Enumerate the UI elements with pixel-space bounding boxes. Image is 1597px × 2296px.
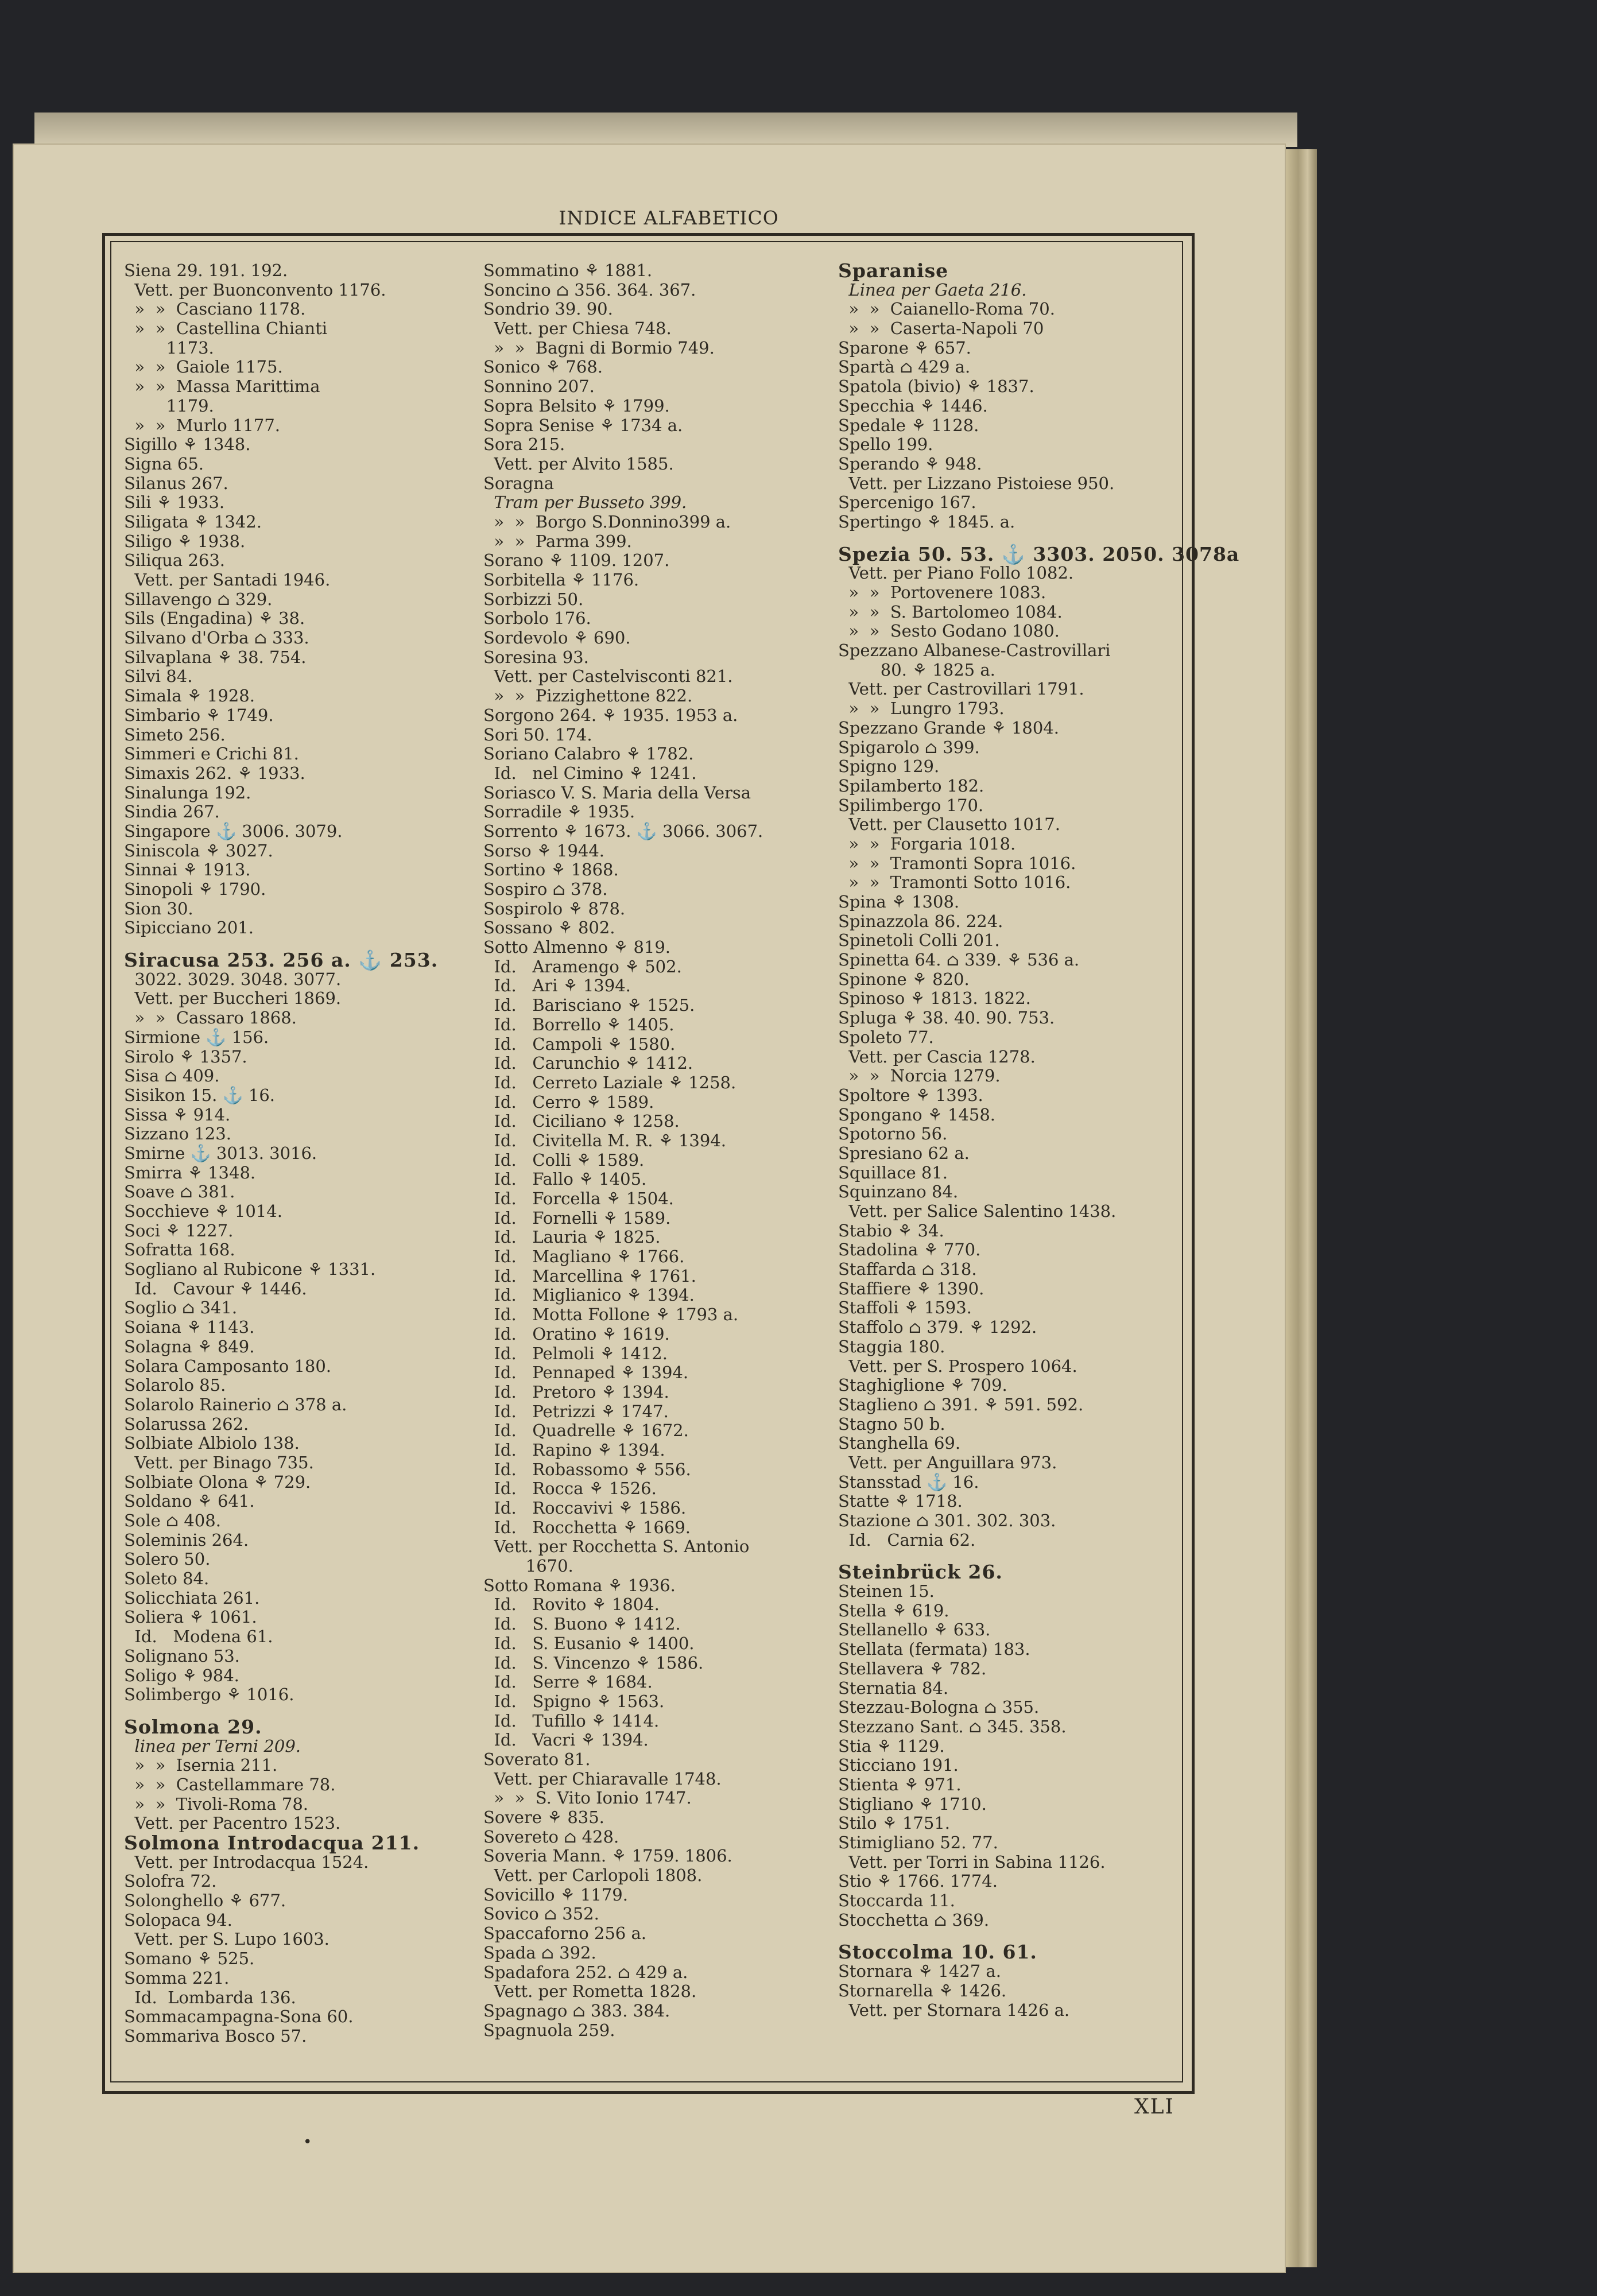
index-entry: » » Gaiole 1175. xyxy=(124,357,283,377)
index-entry: Vett. per Castelvisconti 821. xyxy=(483,666,733,687)
index-entry: Somma 221. xyxy=(124,1968,230,1988)
index-entry: » » Isernia 211. xyxy=(124,1755,278,1775)
index-entry: Sori 50. 174. xyxy=(483,724,592,744)
index-entry: Sindia 267. xyxy=(124,802,220,822)
index-entry: Tram per Busseto 399. xyxy=(483,492,687,513)
index-entry: Soleto 84. xyxy=(124,1569,210,1589)
index-entry: Vett. per Buonconvento 1176. xyxy=(124,280,386,300)
index-entry: Sonnino 207. xyxy=(483,377,595,397)
index-entry: Vett. per Cascia 1278. xyxy=(838,1046,1036,1066)
index-entry: Spinone ⚘ 820. xyxy=(838,969,970,989)
index-entry: Spongano ⚘ 1458. xyxy=(838,1104,996,1124)
index-entry: Sorbolo 176. xyxy=(483,608,591,629)
index-entry: Spluga ⚘ 38. 40. 90. 753. xyxy=(838,1008,1055,1028)
index-entry: Vett. per Anguillara 973. xyxy=(838,1452,1057,1472)
index-entry: 3022. 3029. 3048. 3077. xyxy=(124,969,342,989)
index-entry: Solmona Introdacqua 211. xyxy=(124,1832,420,1854)
index-entry: » » Tramonti Sotto 1016. xyxy=(838,872,1071,893)
index-entry: Sisa ⌂ 409. xyxy=(124,1066,220,1086)
index-entry: Soragna xyxy=(483,473,555,493)
index-entry: Sorbitella ⚘ 1176. xyxy=(483,570,639,589)
index-entry: Id. Forcella ⚘ 1504. xyxy=(483,1189,674,1208)
index-entry: Id. Vacri ⚘ 1394. xyxy=(483,1730,649,1750)
page-stack-edge xyxy=(1286,149,1317,2267)
index-entry: Id. S. Buono ⚘ 1412. xyxy=(483,1614,681,1634)
index-entry: Id. Tufillo ⚘ 1414. xyxy=(483,1711,660,1731)
page-top-edge xyxy=(34,113,1297,147)
index-entry: Specchia ⚘ 1446. xyxy=(838,395,988,416)
index-entry: Sopra Belsito ⚘ 1799. xyxy=(483,395,670,416)
index-entry: Solignano 53. xyxy=(124,1646,240,1666)
index-entry: Sora 215. xyxy=(483,435,565,455)
index-entry: Solero 50. xyxy=(124,1549,211,1569)
index-entry: Spilimbergo 170. xyxy=(838,795,984,815)
index-column-1 xyxy=(124,261,491,2046)
index-entry: Id. Barisciano ⚘ 1525. xyxy=(483,995,695,1015)
index-entry: Id. Aramengo ⚘ 502. xyxy=(483,956,682,976)
index-entry: Stienta ⚘ 971. xyxy=(838,1774,962,1794)
index-entry: Sole ⌂ 408. xyxy=(124,1511,221,1530)
index-entry: Stezzano Sant. ⌂ 345. 358. xyxy=(838,1716,1067,1736)
index-entry: » » Forgaria 1018. xyxy=(838,833,1016,854)
index-entry: Sorso ⚘ 1944. xyxy=(483,840,604,860)
index-entry: Vett. per Rometta 1828. xyxy=(483,1981,697,2002)
index-entry: Socchieve ⚘ 1014. xyxy=(124,1201,282,1221)
index-entry: Id. Miglianico ⚘ 1394. xyxy=(483,1285,695,1305)
index-entry: » » Tramonti Sopra 1016. xyxy=(838,853,1076,873)
index-entry: Id. Robassomo ⚘ 556. xyxy=(483,1459,691,1479)
index-entry: Solmona 29. xyxy=(124,1715,262,1738)
index-entry: Sortino ⚘ 1868. xyxy=(483,860,619,880)
index-entry: Id. Rovito ⚘ 1804. xyxy=(483,1595,660,1615)
index-entry: Vett. per Piano Follo 1082. xyxy=(838,563,1074,583)
index-entry: Staggia 180. xyxy=(838,1336,945,1356)
index-entry: Squillace 81. xyxy=(838,1162,948,1182)
page-number: XLI xyxy=(1134,2095,1175,2119)
index-entry: Id. Rapino ⚘ 1394. xyxy=(483,1440,665,1460)
index-entry: Solarolo 85. xyxy=(124,1375,226,1395)
index-entry: Vett. per Stornara 1426 a. xyxy=(838,2000,1070,2020)
index-entry: Staffolo ⌂ 379. ⚘ 1292. xyxy=(838,1317,1037,1337)
index-entry: Siligata ⚘ 1342. xyxy=(124,511,262,532)
index-entry: Staffoli ⚘ 1593. xyxy=(838,1298,972,1318)
index-entry: Soldano ⚘ 641. xyxy=(124,1491,255,1511)
index-entry: Somano ⚘ 525. xyxy=(124,1949,255,1969)
index-entry: Staghiglione ⚘ 709. xyxy=(838,1375,1007,1395)
index-entry: Spaccaforno 256 a. xyxy=(483,1923,646,1944)
index-entry: Stazione ⌂ 301. 302. 303. xyxy=(838,1511,1056,1530)
index-entry: » » Castellina Chianti xyxy=(124,319,328,339)
index-entry: Silvaplana ⚘ 38. 754. xyxy=(124,647,307,667)
index-entry: Siena 29. 191. 192. xyxy=(124,261,288,280)
index-entry: Id. Roccavivi ⚘ 1586. xyxy=(483,1498,687,1518)
index-entry: Vett. per Binago 735. xyxy=(124,1452,314,1472)
index-entry: Stilo ⚘ 1751. xyxy=(838,1813,950,1833)
index-entry: Stigliano ⚘ 1710. xyxy=(838,1794,987,1814)
index-entry: Stellata (fermata) 183. xyxy=(838,1639,1030,1659)
index-entry: Linea per Gaeta 216. xyxy=(838,280,1027,300)
index-entry: Vett. per Castrovillari 1791. xyxy=(838,679,1084,699)
index-entry: Spedale ⚘ 1128. xyxy=(838,415,979,435)
running-head: INDICE ALFABETICO xyxy=(559,207,779,229)
index-entry: Solofra 72. xyxy=(124,1871,217,1891)
index-entry: Staffarda ⌂ 318. xyxy=(838,1259,977,1279)
index-entry: Soleminis 264. xyxy=(124,1530,249,1550)
index-entry: Solagna ⚘ 849. xyxy=(124,1336,255,1356)
index-entry: Id. Fallo ⚘ 1405. xyxy=(483,1169,647,1189)
index-entry: Soiana ⚘ 1143. xyxy=(124,1317,255,1337)
index-entry: Id. Cerro ⚘ 1589. xyxy=(483,1092,654,1112)
index-entry: » » Massa Marittima xyxy=(124,377,320,397)
index-entry: Sovere ⚘ 835. xyxy=(483,1808,604,1827)
index-entry: Sofratta 168. xyxy=(124,1240,235,1260)
index-entry: Stornarella ⚘ 1426. xyxy=(838,1980,1007,2000)
index-entry: Sils (Engadina) ⚘ 38. xyxy=(124,608,305,629)
index-entry: Stansstad ⚓ 16. xyxy=(838,1472,979,1492)
index-entry: Spatola (bivio) ⚘ 1837. xyxy=(838,377,1034,397)
index-entry: Staffiere ⚘ 1390. xyxy=(838,1278,984,1298)
index-entry: » » Caianello-Roma 70. xyxy=(838,299,1055,319)
index-entry: Sissa ⚘ 914. xyxy=(124,1104,231,1124)
index-entry: Soci ⚘ 1227. xyxy=(124,1220,234,1240)
index-entry: Id. Spigno ⚘ 1563. xyxy=(483,1691,665,1711)
index-entry: Id. Lauria ⚘ 1825. xyxy=(483,1227,661,1247)
index-entry: Sovico ⌂ 352. xyxy=(483,1904,599,1924)
index-entry: Id. Ari ⚘ 1394. xyxy=(483,976,631,996)
index-entry: Solicchiata 261. xyxy=(124,1588,260,1608)
index-entry: Soverato 81. xyxy=(483,1749,591,1769)
index-entry: Vett. per Clausetto 1017. xyxy=(838,815,1060,835)
index-entry: Sperando ⚘ 948. xyxy=(838,453,982,474)
index-entry: Sordevolo ⚘ 690. xyxy=(483,628,631,648)
index-entry: Simeto 256. xyxy=(124,724,226,744)
index-entry: Sotto Almenno ⚘ 819. xyxy=(483,937,671,957)
index-entry: » » Pizzighettone 822. xyxy=(483,686,693,706)
index-entry: » » Cassaro 1868. xyxy=(124,1008,297,1028)
index-entry: » » Casciano 1178. xyxy=(124,299,306,319)
index-entry: Spezzano Grande ⚘ 1804. xyxy=(838,718,1059,738)
index-entry: Id. Serre ⚘ 1684. xyxy=(483,1672,653,1692)
index-entry: Sisikon 15. ⚓ 16. xyxy=(124,1085,276,1105)
index-entry: Stio ⚘ 1766. 1774. xyxy=(838,1871,998,1891)
index-entry: Sigillo ⚘ 1348. xyxy=(124,435,251,455)
index-entry: Spresiano 62 a. xyxy=(838,1143,970,1163)
index-entry: Siligo ⚘ 1938. xyxy=(124,531,246,551)
index-entry: Spina ⚘ 1308. xyxy=(838,892,960,912)
index-entry: Soave ⌂ 381. xyxy=(124,1182,235,1202)
index-entry: Vett. per S. Lupo 1603. xyxy=(124,1929,330,1949)
index-entry: Id. Carunchio ⚘ 1412. xyxy=(483,1053,693,1073)
index-entry: Sommatino ⚘ 1881. xyxy=(483,261,653,280)
index-entry: Sovicillo ⚘ 1179. xyxy=(483,1884,628,1905)
index-entry: Spotorno 56. xyxy=(838,1124,948,1144)
index-entry: Vett. per Chiaravalle 1748. xyxy=(483,1768,722,1789)
index-entry: Stimigliano 52. 77. xyxy=(838,1833,998,1852)
index-entry: Sirolo ⚘ 1357. xyxy=(124,1046,247,1066)
index-entry: Solonghello ⚘ 677. xyxy=(124,1891,286,1911)
index-entry: Id. Pretoro ⚘ 1394. xyxy=(483,1382,669,1402)
index-entry: Id. Cavour ⚘ 1446. xyxy=(124,1278,307,1298)
index-entry: Soncino ⌂ 356. 364. 367. xyxy=(483,280,696,300)
index-entry: Spinoso ⚘ 1813. 1822. xyxy=(838,988,1031,1009)
index-entry: Id. Civitella M. R. ⚘ 1394. xyxy=(483,1130,726,1150)
index-entry: Id. Colli ⚘ 1589. xyxy=(483,1150,645,1170)
index-entry: » » Sesto Godano 1080. xyxy=(838,621,1060,641)
index-entry: Simbario ⚘ 1749. xyxy=(124,705,274,725)
index-entry: Soriano Calabro ⚘ 1782. xyxy=(483,744,694,764)
index-entry: Sili ⚘ 1933. xyxy=(124,492,225,513)
index-entry: Vett. per Buccheri 1869. xyxy=(124,988,342,1009)
index-column-3 xyxy=(838,259,1240,2020)
index-entry: 1173. xyxy=(124,338,214,358)
index-entry: Stabio ⚘ 34. xyxy=(838,1220,944,1240)
index-entry: Id. Pelmoli ⚘ 1412. xyxy=(483,1343,668,1363)
index-entry: Stocchetta ⌂ 369. xyxy=(838,1910,990,1930)
index-entry: Sorradile ⚘ 1935. xyxy=(483,802,635,822)
index-entry: Sipicciano 201. xyxy=(124,918,254,938)
index-entry: » » Bagni di Bormio 749. xyxy=(483,338,715,358)
index-entry: Id. Pennaped ⚘ 1394. xyxy=(483,1363,689,1383)
index-entry: Soligo ⚘ 984. xyxy=(124,1665,239,1685)
index-entry: Sospirolo ⚘ 878. xyxy=(483,898,626,918)
index-entry: Solarolo Rainerio ⌂ 378 a. xyxy=(124,1394,347,1414)
index-entry: Sorano ⚘ 1109. 1207. xyxy=(483,550,670,571)
index-entry: Sorgono 264. ⚘ 1935. 1953 a. xyxy=(483,705,738,725)
index-entry: Sopra Senise ⚘ 1734 a. xyxy=(483,415,683,435)
index-entry: Vett. per Carlopoli 1808. xyxy=(483,1865,703,1886)
index-entry: Sospiro ⌂ 378. xyxy=(483,879,608,899)
index-entry: Sinopoli ⚘ 1790. xyxy=(124,879,266,899)
index-entry: Spadafora 252. ⌂ 429 a. xyxy=(483,1962,688,1982)
index-entry: Vett. per Rocchetta S. Antonio xyxy=(483,1537,750,1557)
index-entry: Stagno 50 b. xyxy=(838,1414,945,1434)
index-entry: Stia ⚘ 1129. xyxy=(838,1736,945,1756)
index-entry: 80. ⚘ 1825 a. xyxy=(838,660,995,680)
index-entry: Vett. per Santadi 1946. xyxy=(124,570,331,589)
index-entry: Id. Fornelli ⚘ 1589. xyxy=(483,1208,671,1228)
index-entry: Sorrento ⚘ 1673. ⚓ 3066. 3067. xyxy=(483,821,763,841)
index-entry: » » Parma 399. xyxy=(483,531,632,551)
index-entry: Sternatia 84. xyxy=(838,1678,949,1698)
index-entry: Sparone ⚘ 657. xyxy=(838,338,971,358)
index-entry: Vett. per S. Prospero 1064. xyxy=(838,1356,1077,1376)
index-entry: Sticciano 191. xyxy=(838,1755,959,1775)
index-entry: Soriasco V. S. Maria della Versa xyxy=(483,782,751,802)
index-entry: Id. Marcellina ⚘ 1761. xyxy=(483,1266,696,1286)
index-entry: Signa 65. xyxy=(124,453,204,474)
index-entry: Stezzau-Bologna ⌂ 355. xyxy=(838,1697,1040,1717)
index-entry: Silvano d'Orba ⌂ 333. xyxy=(124,628,309,648)
index-entry: Stella ⚘ 619. xyxy=(838,1600,949,1620)
index-entry: » » Castellammare 78. xyxy=(124,1774,336,1794)
index-entry: Spinetta 64. ⌂ 339. ⚘ 536 a. xyxy=(838,950,1080,970)
index-entry: Spilamberto 182. xyxy=(838,775,984,796)
index-entry: Sondrio 39. 90. xyxy=(483,299,613,319)
index-entry: 1670. xyxy=(483,1556,573,1576)
index-entry: Spoltore ⚘ 1393. xyxy=(838,1085,983,1105)
index-entry: Spartà ⌂ 429 a. xyxy=(838,357,971,377)
index-entry: Sovereto ⌂ 428. xyxy=(483,1826,619,1847)
index-entry: Stornara ⚘ 1427 a. xyxy=(838,1961,1001,1981)
index-entry: Id. Modena 61. xyxy=(124,1627,273,1647)
index-entry: Sossano ⚘ 802. xyxy=(483,918,615,938)
index-entry: » » Norcia 1279. xyxy=(838,1066,1001,1086)
index-entry: Id. S. Eusanio ⚘ 1400. xyxy=(483,1633,695,1653)
index-entry: Id. Rocca ⚘ 1526. xyxy=(483,1479,657,1499)
index-entry: Smirne ⚓ 3013. 3016. xyxy=(124,1143,317,1163)
index-entry: Id. Carnia 62. xyxy=(838,1530,976,1550)
index-entry: Silanus 267. xyxy=(124,473,228,493)
index-entry: Id. Ciciliano ⚘ 1258. xyxy=(483,1111,680,1131)
index-entry: » » Portovenere 1083. xyxy=(838,583,1046,602)
index-entry: Spagnago ⌂ 383. 384. xyxy=(483,2000,670,2020)
index-entry: Id. Magliano ⚘ 1766. xyxy=(483,1247,685,1267)
index-entry: Stellavera ⚘ 782. xyxy=(838,1658,987,1678)
index-entry: » » Murlo 1177. xyxy=(124,415,281,435)
index-entry: Simmeri e Crichi 81. xyxy=(124,744,299,764)
index-entry: Spertingo ⚘ 1845. a. xyxy=(838,511,1015,532)
index-entry: Sonico ⚘ 768. xyxy=(483,357,603,377)
index-entry: Stadolina ⚘ 770. xyxy=(838,1240,981,1260)
index-entry: Spada ⌂ 392. xyxy=(483,1942,596,1963)
index-entry: Spezia 50. 53. ⚓ 3303. 2050. 3078a xyxy=(838,542,1240,565)
index-entry: » » Tivoli-Roma 78. xyxy=(124,1794,309,1814)
index-entry: Vett. per Alvito 1585. xyxy=(483,453,674,474)
index-entry: Spigarolo ⌂ 399. xyxy=(838,737,980,757)
index-entry: » » Lungro 1793. xyxy=(838,699,1005,719)
index-entry: Spello 199. xyxy=(838,435,933,455)
index-entry: Id. Lombarda 136. xyxy=(124,1987,296,2007)
index-entry: Steinbrück 26. xyxy=(838,1561,1003,1584)
index-entry: Siniscola ⚘ 3027. xyxy=(124,840,273,860)
index-entry: Id. Cerreto Laziale ⚘ 1258. xyxy=(483,1072,737,1092)
index-entry: Sotto Romana ⚘ 1936. xyxy=(483,1575,676,1595)
index-entry: Solarussa 262. xyxy=(124,1414,249,1434)
index-entry: Sogliano al Rubicone ⚘ 1331. xyxy=(124,1259,376,1279)
index-entry: Stoccarda 11. xyxy=(838,1891,955,1911)
index-entry: Spoleto 77. xyxy=(838,1027,934,1047)
index-entry: Id. nel Cimino ⚘ 1241. xyxy=(483,763,697,783)
index-entry: Sizzano 123. xyxy=(124,1124,231,1144)
index-entry: Siracusa 253. 256 a. ⚓ 253. xyxy=(124,949,439,972)
index-entry: Sinnai ⚘ 1913. xyxy=(124,860,251,880)
index-entry: Smirra ⚘ 1348. xyxy=(124,1162,256,1182)
index-entry: Soglio ⌂ 341. xyxy=(124,1298,238,1318)
index-entry: Vett. per Torri in Sabina 1126. xyxy=(838,1852,1106,1872)
index-entry: Sommacampagna-Sona 60. xyxy=(124,2007,354,2027)
index-entry: Sommariva Bosco 57. xyxy=(124,2026,307,2046)
index-entry: Staglieno ⌂ 391. ⚘ 591. 592. xyxy=(838,1394,1084,1414)
index-entry: Stellanello ⚘ 633. xyxy=(838,1620,991,1640)
index-entry: Silvi 84. xyxy=(124,666,193,687)
index-entry: Sorbizzi 50. xyxy=(483,589,584,609)
index-entry: Soliera ⚘ 1061. xyxy=(124,1607,257,1627)
index-entry: Spinazzola 86. 224. xyxy=(838,911,1003,931)
index-entry: Spercenigo 167. xyxy=(838,492,976,513)
index-entry: Vett. per Lizzano Pistoiese 950. xyxy=(838,473,1115,493)
index-entry: Vett. per Introdacqua 1524. xyxy=(124,1852,369,1872)
index-entry: Spezzano Albanese-Castrovillari xyxy=(838,641,1111,661)
index-entry: Id. Oratino ⚘ 1619. xyxy=(483,1324,670,1344)
index-entry: Id. Quadrelle ⚘ 1672. xyxy=(483,1421,689,1441)
index-entry: » » Caserta-Napoli 70 xyxy=(838,319,1044,339)
index-entry: Singapore ⚓ 3006. 3079. xyxy=(124,821,343,841)
index-entry: Spinetoli Colli 201. xyxy=(838,930,1000,951)
index-entry: Vett. per Pacentro 1523. xyxy=(124,1813,341,1833)
index-entry: Statte ⚘ 1718. xyxy=(838,1491,963,1511)
page-mark: • xyxy=(303,2134,312,2151)
index-entry: Spigno 129. xyxy=(838,757,940,777)
index-entry: Vett. per Salice Salentino 1438. xyxy=(838,1201,1117,1221)
index-entry: Soresina 93. xyxy=(483,647,589,667)
index-entry: 1179. xyxy=(124,395,214,416)
index-entry: Sparanise xyxy=(838,259,949,282)
index-entry: Sinalunga 192. xyxy=(124,782,251,802)
index-entry: » » S. Vito Ionio 1747. xyxy=(483,1788,692,1808)
index-column-2 xyxy=(483,261,851,2040)
index-entry: Stoccolma 10. 61. xyxy=(838,1941,1037,1964)
index-entry: Siliqua 263. xyxy=(124,550,226,571)
index-entry: Simaxis 262. ⚘ 1933. xyxy=(124,763,305,783)
index-entry: Squinzano 84. xyxy=(838,1182,959,1202)
index-entry: » » Borgo S.Donnino399 a. xyxy=(483,511,731,532)
index-entry: Id. Petrizzi ⚘ 1747. xyxy=(483,1401,669,1421)
index-entry: Spagnuola 259. xyxy=(483,2020,615,2040)
index-entry: Sion 30. xyxy=(124,898,193,918)
index-entry: Sillavengo ⌂ 329. xyxy=(124,589,273,609)
index-entry: Steinen 15. xyxy=(838,1581,935,1601)
index-entry: Soveria Mann. ⚘ 1759. 1806. xyxy=(483,1846,732,1866)
index-entry: Id. Motta Follone ⚘ 1793 a. xyxy=(483,1305,739,1325)
index-entry: Id. Campoli ⚘ 1580. xyxy=(483,1034,676,1054)
index-entry: Id. S. Vincenzo ⚘ 1586. xyxy=(483,1653,704,1673)
index-entry: Solimbergo ⚘ 1016. xyxy=(124,1685,294,1705)
index-entry: Id. Rocchetta ⚘ 1669. xyxy=(483,1517,691,1537)
index-entry: Vett. per Chiesa 748. xyxy=(483,319,672,339)
index-entry: Simala ⚘ 1928. xyxy=(124,686,255,706)
index-entry: linea per Terni 209. xyxy=(124,1736,301,1756)
index-entry: Solbiate Olona ⚘ 729. xyxy=(124,1472,311,1492)
index-entry: » » S. Bartolomeo 1084. xyxy=(838,602,1063,622)
index-entry: Solara Camposanto 180. xyxy=(124,1356,332,1376)
index-entry: Stanghella 69. xyxy=(838,1433,961,1453)
index-entry: Solopaca 94. xyxy=(124,1910,232,1930)
index-entry: Solbiate Albiolo 138. xyxy=(124,1433,300,1453)
index-entry: Sirmione ⚓ 156. xyxy=(124,1027,269,1047)
index-entry: Id. Borrello ⚘ 1405. xyxy=(483,1014,675,1034)
